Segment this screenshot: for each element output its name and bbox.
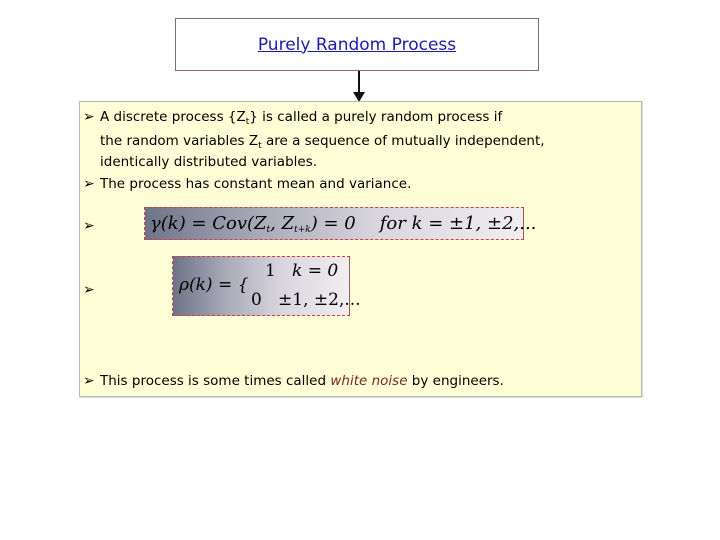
formula-lhs: γ(k) = Cov(Z (150, 213, 267, 234)
down-arrow-icon (358, 71, 360, 94)
arrow-bullet-icon: ➢ (83, 373, 95, 389)
bullet-definition (83, 107, 502, 132)
formula-row1 (265, 261, 338, 281)
bullet-text: A discrete process {Z (100, 109, 246, 125)
row-value: 0 (251, 290, 262, 310)
formula-rhs: ) = 0 (310, 213, 356, 234)
arrow-bullet-icon: ➢ (83, 176, 95, 192)
slide-title: Purely Random Process (257, 34, 457, 55)
subscript: t (258, 141, 262, 151)
bullet-text: are a sequence of mutually independent, (261, 133, 545, 149)
formula-mid: , Z (270, 213, 295, 234)
row-condition: k = 0 (292, 261, 339, 281)
title-box (175, 18, 539, 71)
formula-row2 (251, 290, 361, 310)
arrow-bullet-icon: ➢ (83, 282, 95, 298)
bullet-text: identically distributed variables. (100, 154, 318, 170)
row-value: 1 (265, 261, 276, 281)
formula-lhs: ρ(k) = { (179, 275, 249, 295)
bullet-text: the random variables Z (100, 133, 259, 149)
bullet-white-noise (83, 371, 504, 391)
formula-condition: for k = ±1, ±2,... (379, 213, 537, 234)
bullet-text: This process is some times called (100, 373, 331, 389)
subscript: t (245, 117, 250, 127)
bullet-text: } is called a purely random process if (249, 109, 503, 125)
subscript: t (266, 225, 271, 235)
bullet-definition-line3 (79, 152, 317, 172)
bullet-text: by engineers. (407, 373, 504, 389)
subscript: t+k (294, 225, 311, 235)
bullet-mean-variance (83, 174, 411, 194)
autocovariance-formula (144, 207, 537, 240)
row-condition: ±1, ±2,... (278, 290, 361, 310)
emphasis-white-noise: white noise (330, 373, 408, 389)
arrow-bullet-icon: ➢ (83, 218, 95, 234)
arrow-bullet-icon: ➢ (83, 109, 95, 125)
bullet-text: The process has constant mean and variance. (100, 176, 412, 192)
autocorrelation-formula (172, 256, 361, 316)
